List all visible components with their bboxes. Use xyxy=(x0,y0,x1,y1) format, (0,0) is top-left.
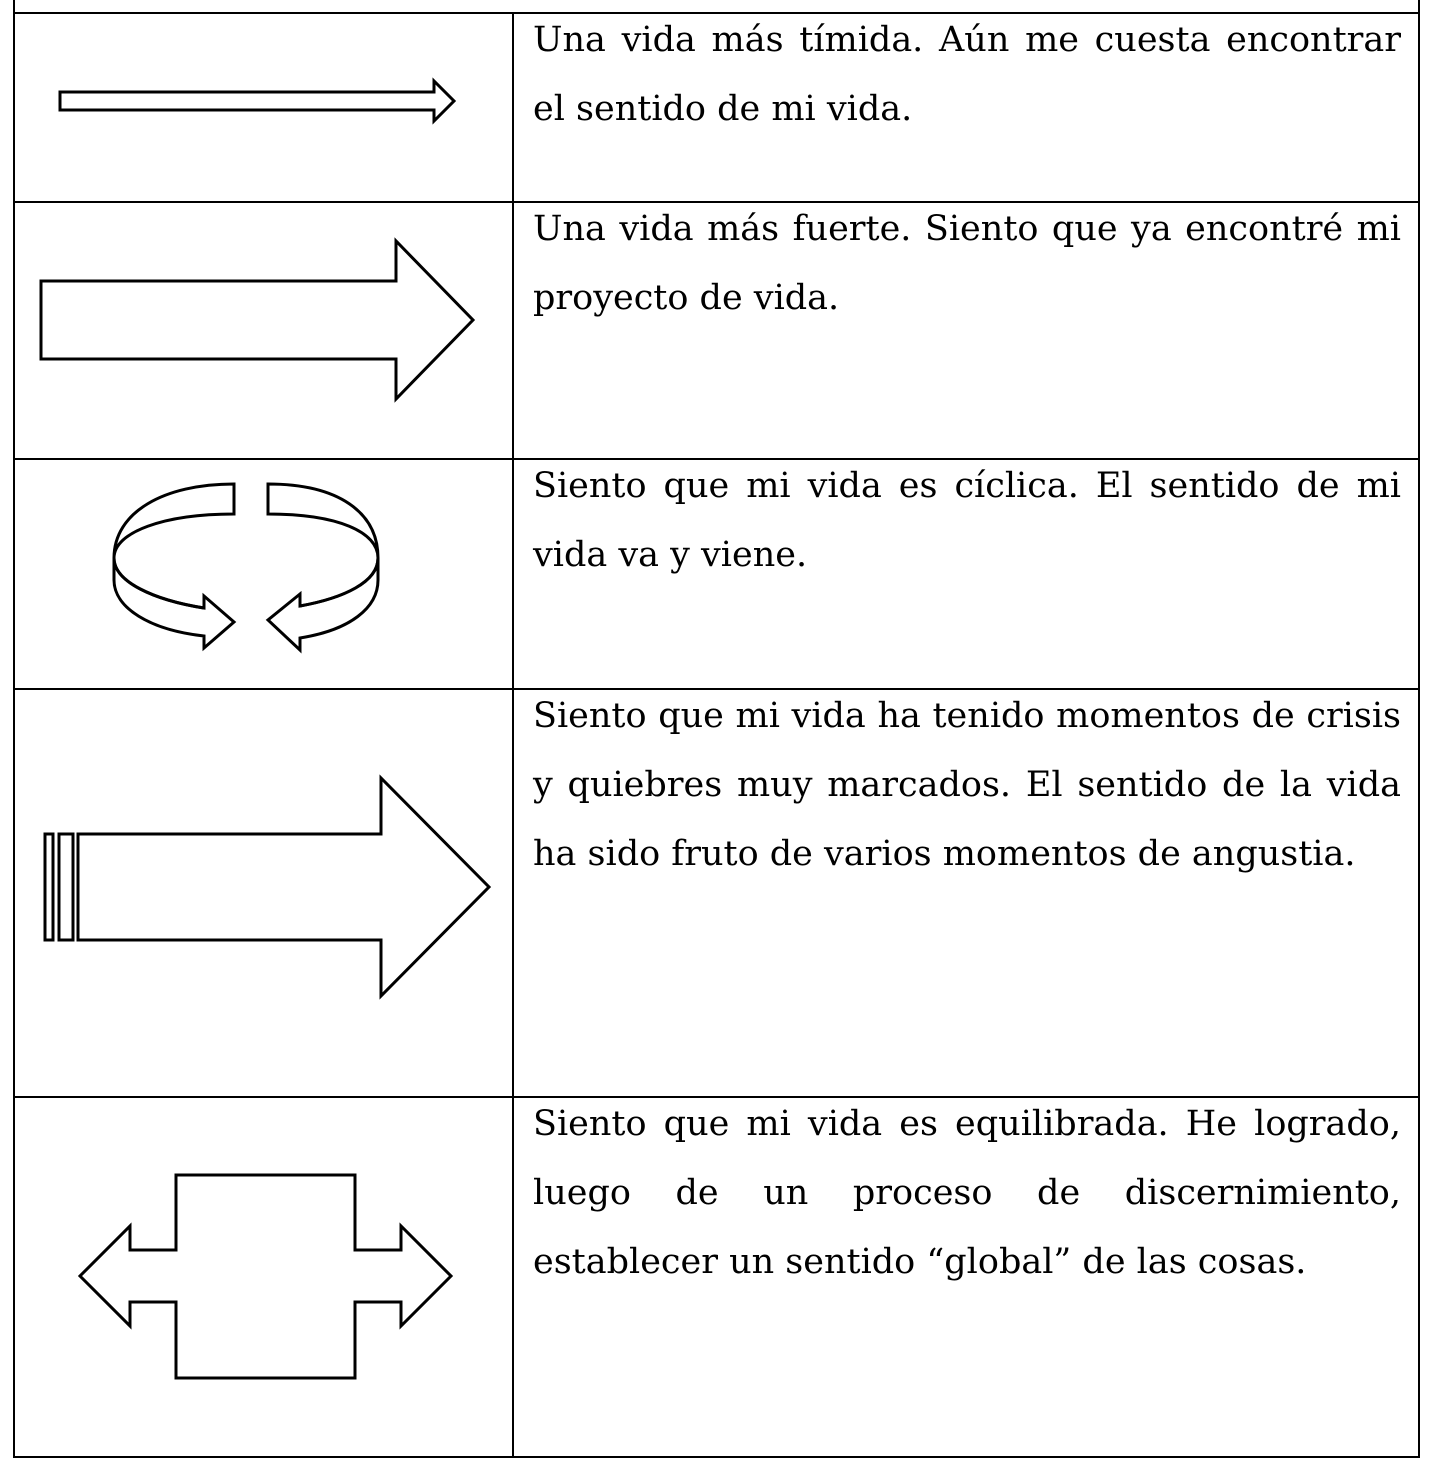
symbol-cell xyxy=(14,690,512,1096)
description-text: Una vida más tímida. Aún me cuesta encontrar el sentido de mi vida. xyxy=(533,20,1401,129)
striped-arrow-right-icon xyxy=(14,690,512,1096)
description-text: Siento que mi vida es cíclica. El sentido de mi vida va y viene. xyxy=(533,466,1401,575)
description-text: Siento que mi vida ha tenido momentos de crisis y quiebres muy marcados. El sentido de la vida ha sido fruto de varios momentos de angustia. xyxy=(533,696,1401,874)
table-row xyxy=(14,690,1420,1096)
table-row xyxy=(14,203,1420,458)
table-row xyxy=(14,14,1420,201)
symbol-cell xyxy=(14,460,512,688)
description-text: Una vida más fuerte. Siento que ya encontré mi proyecto de vida. xyxy=(533,209,1401,318)
table-row xyxy=(14,1098,1420,1456)
thin-arrow-right-icon xyxy=(14,14,512,201)
description-text: Siento que mi vida es equilibrada. He logrado, luego de un proceso de discernimiento, establecer un sentido “global” de las cosas. xyxy=(533,1104,1401,1282)
symbol-cell xyxy=(14,1098,512,1456)
circular-arrows-icon xyxy=(14,460,512,688)
symbol-cell xyxy=(14,14,512,201)
double-arrow-cross-icon xyxy=(14,1098,512,1456)
symbol-cell xyxy=(14,203,512,458)
table-row xyxy=(14,460,1420,688)
table-border-bottom xyxy=(13,1456,1420,1458)
wide-arrow-right-icon xyxy=(14,203,512,458)
